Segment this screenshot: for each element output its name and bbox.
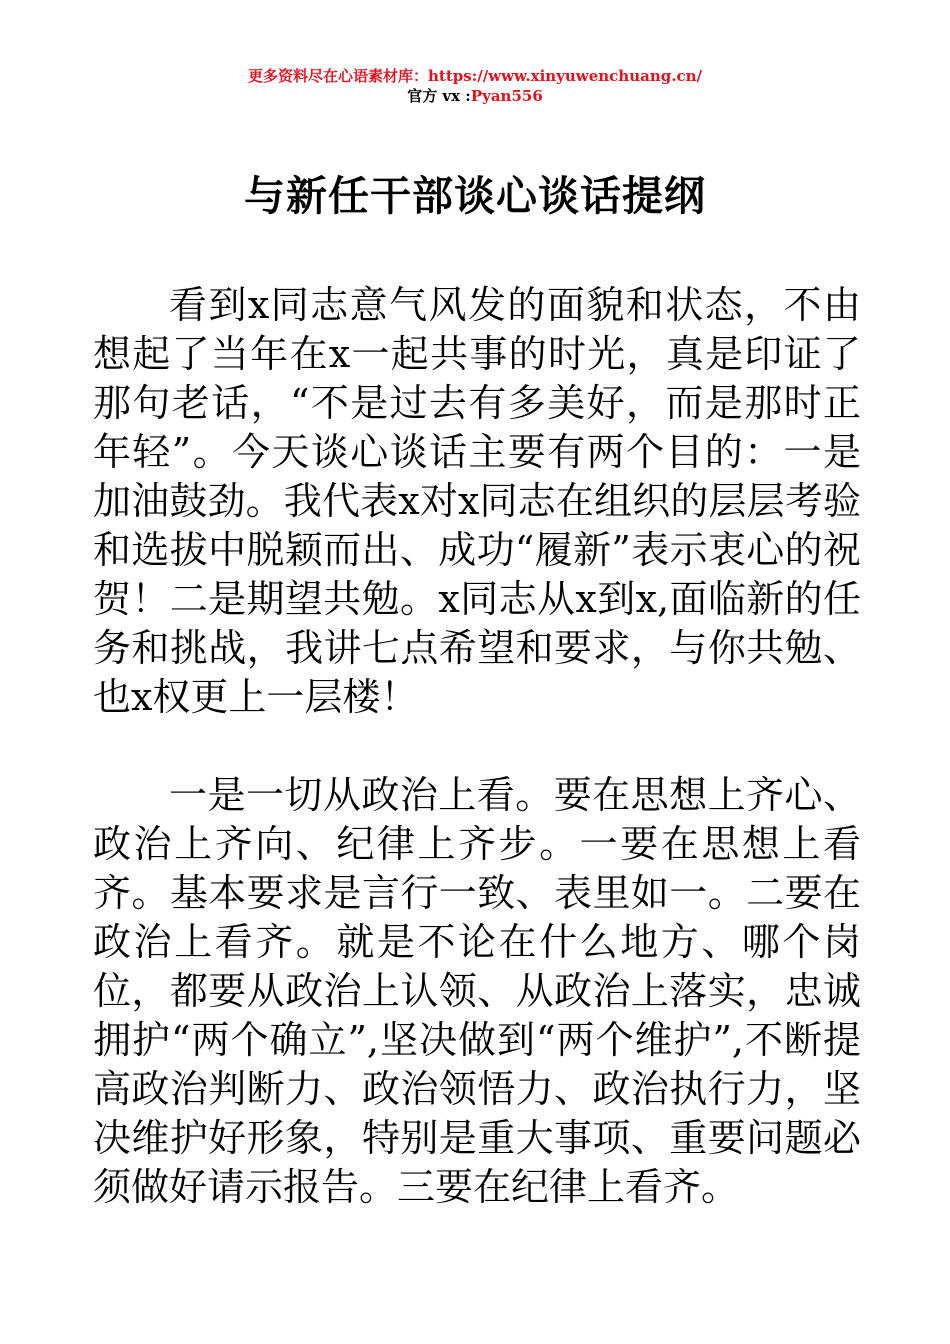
header-contact-handle: Pyan556 (470, 87, 543, 105)
header-source-line: 更多资料尽在心语素材库：https://www.xinyuwenchuang.cn/ (248, 67, 702, 85)
paragraph: 一是一切从政治上看。要在思想上齐心、政治上齐向、纪律上齐步。一要在思想上看齐。基本要求是言行一致、表里如一。二要在政治上看齐。就是不论在什么地方、哪个岗位，都要从政治上认领、从政治上落实，忠诚拥护“两个确立”,坚决做到“两个维护”,不断提高政治判断力、政治领悟力、政治执行力，坚决维护好形象，特别是重大事项、重要问题必须做好请示报告。三要在纪律上看齐。 (93, 773, 861, 1209)
page-header (0, 66, 950, 106)
document-body (93, 281, 861, 1212)
header-contact-label: 官方 vx : (407, 87, 471, 105)
document-title: 与新任干部谈心谈话提纲 (244, 172, 706, 220)
paragraph: 看到x同志意气风发的面貌和状态，不由想起了当年在x一起共事的时光，真是印证了那句老话，“不是过去有多美好，而是那时正年轻”。今天谈心谈话主要有两个目的：一是加油鼓劲。我代表x对x同志在组织的层层考验和选拔中脱颖而出、成功“履新”表示衷心的祝贺！二是期望共勉。x同志从x到x,面临新的任务和挑战，我讲七点希望和要求，与你共勉、也x权更上一层楼！ (93, 283, 861, 719)
header-contact-line (0, 86, 950, 106)
